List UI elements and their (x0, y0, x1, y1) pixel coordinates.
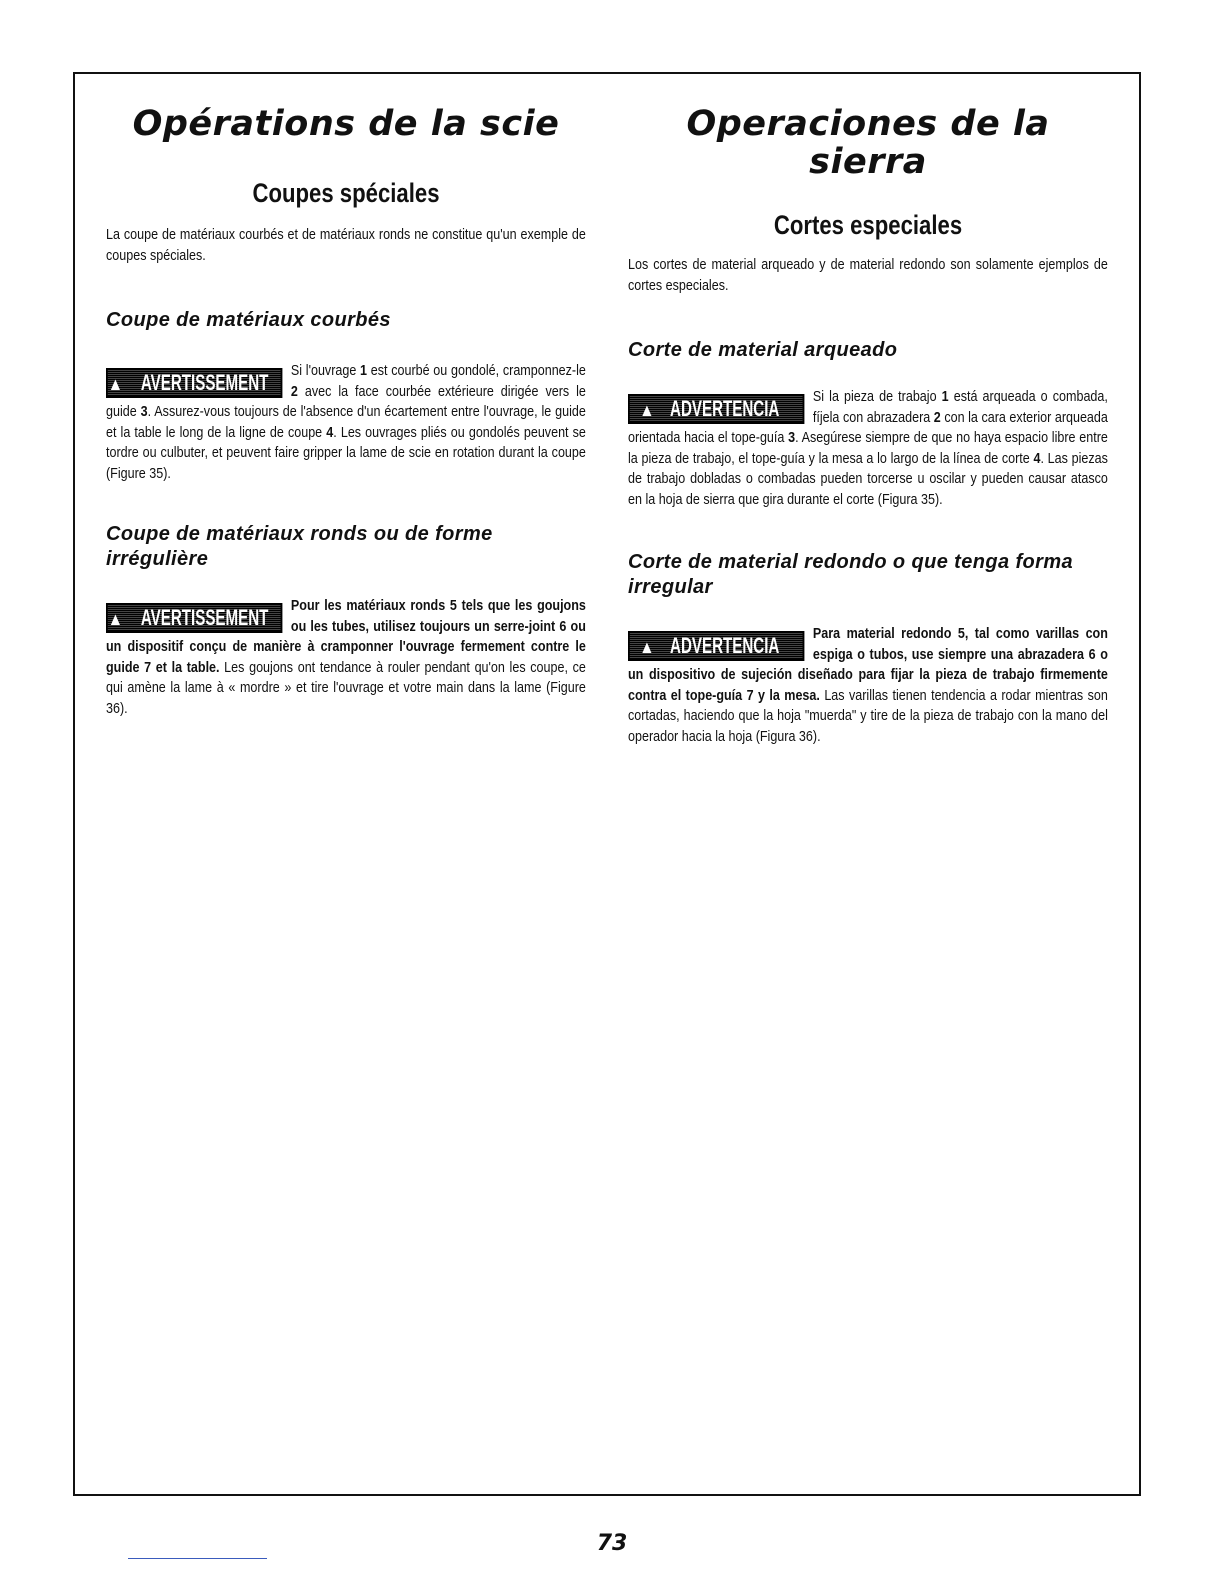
warning-badge: ▲ AVERTISSEMENT (106, 368, 282, 398)
subsection-title-fr-bowed: Coupe de matériaux courbés (106, 309, 391, 331)
page-number: 73 (596, 1531, 628, 1556)
section-title-es: Cortes especiales (773, 210, 963, 240)
subsection-title-es-round: Corte de material redondo o que tenga forma irregular (628, 551, 1074, 598)
warning-badge: ▲ ADVERTENCIA (628, 631, 804, 661)
subsection-title-es-bowed: Corte de material arqueado (628, 339, 898, 361)
page-title-es: Operaciones de la sierra (686, 104, 1050, 182)
intro-text-es: Los cortes de material arqueado y de material redondo son solamente ejemplos de cortes especiales. (628, 257, 1108, 294)
warning-text-fr-bowed: Si l'ouvrage 1 est courbé ou gondolé, cramponnez-le 2 avec la face courbée extérieure dirigée vers le guide 3. Assurez-vous toujours de l'absence d'un écartement entre l'ouvrage, le guide et la table le long de la ligne de coupe 4. Les ouvrages pliés ou gondolés peuvent se tordre ou culbuter, et peuvent faire gripper la lame de scie en rotation durant la coupe (Figure 35). (106, 363, 586, 482)
warning-text-fr-round: Pour les matériaux ronds 5 tels que les goujons ou les tubes, utilisez toujours un serre-joint 6 ou un dispositif conçu de manière à cramponner l'ouvrage fermement contre le guide 7 et la table. Les goujons ont tendance à rouler pendant qu'on les coupe, ce qui amène la lame à « mordre » et tire l'ouvrage et votre main dans la lame (Figure 36). (106, 598, 586, 717)
warning-text-es-bowed: Si la pieza de trabajo 1 está arqueada o combada, fíjela con abrazadera 2 con la cara exterior arqueada orientada hacia el tope-guía 3. Asegúrese siempre de que no haya espacio libre entre la pieza de trabajo, el tope-guía y la mesa a lo largo de la línea de corte 4. Las piezas de trabajo dobladas o combadas pueden torcerse u oscilar y pueden causar atasco en la hoja de sierra que gira durante el corte (Figura 35). (628, 389, 1108, 508)
warning-triangle-icon: ▲ (107, 609, 124, 629)
warning-triangle-icon: ▲ (639, 400, 655, 420)
warning-badge: ▲ AVERTISSEMENT (106, 603, 282, 633)
intro-text-fr: La coupe de matériaux courbés et de matériaux ronds ne constitue qu'un exemple de coupes spéciales. (106, 227, 586, 264)
page-title-fr: Opérations de la scie (132, 104, 560, 144)
warning-block-fr-bowed (106, 361, 586, 484)
subsection-title-fr-round: Coupe de matériaux ronds ou de forme irrégulière (106, 523, 493, 570)
footer-rule (128, 1558, 267, 1559)
spanish-column (628, 103, 1108, 747)
warning-block-fr-round (106, 596, 586, 719)
section-title-fr: Coupes spéciales (252, 178, 440, 208)
warning-triangle-icon: ▲ (639, 637, 655, 657)
warning-block-es-bowed (628, 387, 1108, 510)
warning-text-es-round: Para material redondo 5, tal como varillas con espiga o tubos, use siempre una abrazadera 6 o un dispositivo de sujeción diseñado para fijar la pieza de trabajo firmemente contra el tope-guía 7 y la mesa. Las varillas tienen tendencia a rodar mientras son cortadas, haciendo que la hoja "muerda" y tire de la pieza de trabajo con la mano del operador hacia la hoja (Figura 36). (628, 626, 1108, 745)
warning-triangle-icon: ▲ (107, 374, 124, 394)
french-column (106, 103, 586, 719)
warning-badge: ▲ ADVERTENCIA (628, 394, 804, 424)
warning-block-es-round (628, 624, 1108, 747)
